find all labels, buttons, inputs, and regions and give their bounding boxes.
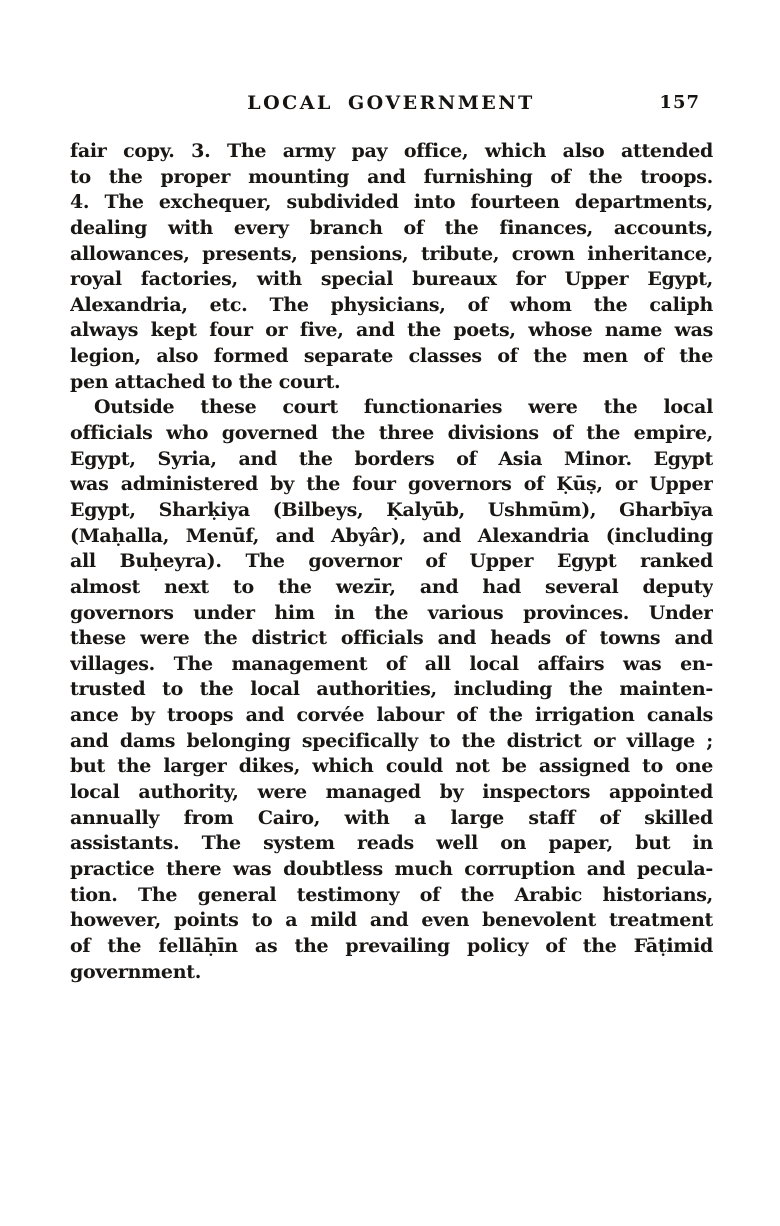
text-line: governors under him in the various provinces. Under <box>70 601 713 624</box>
text-line: fair copy. 3. The army pay office, which also attended <box>70 140 713 162</box>
text-line: and dams belonging specifically to the district or village ; <box>70 729 713 752</box>
text-line: of the fellāḥīn as the prevailing policy of the Fāṭimid <box>70 934 713 957</box>
running-header <box>69 92 713 116</box>
text-line: local authority, were managed by inspectors appointed <box>70 781 713 804</box>
text-line: dealing with every branch of the finances, accounts, <box>70 216 713 239</box>
page-body <box>70 139 713 985</box>
header-title: LOCAL GOVERNMENT <box>247 92 535 114</box>
text-line: government. <box>70 960 202 983</box>
text-line: tion. The general testimony of the Arabic historians, <box>70 883 713 906</box>
text-line: however, points to a mild and even benevolent treatment <box>70 909 713 932</box>
text-line: almost next to the wezīr, and had several deputy <box>70 575 713 598</box>
text-line: all Buḥeyra). The governor of Upper Egypt ranked <box>70 550 713 573</box>
text-line: annually from Cairo, with a large staff of skilled <box>70 806 713 829</box>
text-line: (Maḥalla, Menūf, and Abyâr), and Alexandria (including <box>70 524 713 547</box>
text-line: Alexandria, etc. The physicians, of whom the caliph <box>70 293 713 316</box>
paragraph <box>70 139 713 395</box>
text-line: assistants. The system reads well on paper, but in <box>70 832 713 855</box>
text-line: was administered by the four governors of Ḳūṣ, or Upper <box>70 473 713 496</box>
text-line: villages. The management of all local affairs was en- <box>70 652 713 675</box>
text-line: always kept four or five, and the poets, whose name was <box>70 319 713 342</box>
text-line: Egypt, Syria, and the borders of Asia Minor. Egypt <box>70 447 713 470</box>
text-line: allowances, presents, pensions, tribute, crown inheritance, <box>70 242 713 265</box>
text-line: legion, also formed separate classes of the men of the <box>70 345 713 368</box>
text-line: 4. The exchequer, subdivided into fourteen departments, <box>70 191 713 214</box>
text-line: ance by troops and corvée labour of the irrigation canals <box>70 704 713 727</box>
text-line: Egypt, Sharḳiya (Bilbeys, Ḳalyūb, Ushmūm), Gharbīya <box>70 498 713 521</box>
paragraph <box>70 395 713 985</box>
text-line: practice there was doubtless much corruption and pecula- <box>70 857 713 880</box>
text-line: royal factories, with special bureaux for Upper Egypt, <box>70 268 713 291</box>
text-line: Outside these court functionaries were the local <box>94 396 713 419</box>
text-line: officials who governed the three divisions of the empire, <box>70 422 713 445</box>
text-line: to the proper mounting and furnishing of the troops. <box>70 165 713 188</box>
text-line: pen attached to the court. <box>70 370 341 393</box>
page-number: 157 <box>659 92 700 113</box>
text-line: but the larger dikes, which could not be assigned to one <box>70 755 713 778</box>
text-line: these were the district officials and heads of towns and <box>70 627 713 650</box>
text-line: trusted to the local authorities, including the mainten- <box>70 678 713 701</box>
